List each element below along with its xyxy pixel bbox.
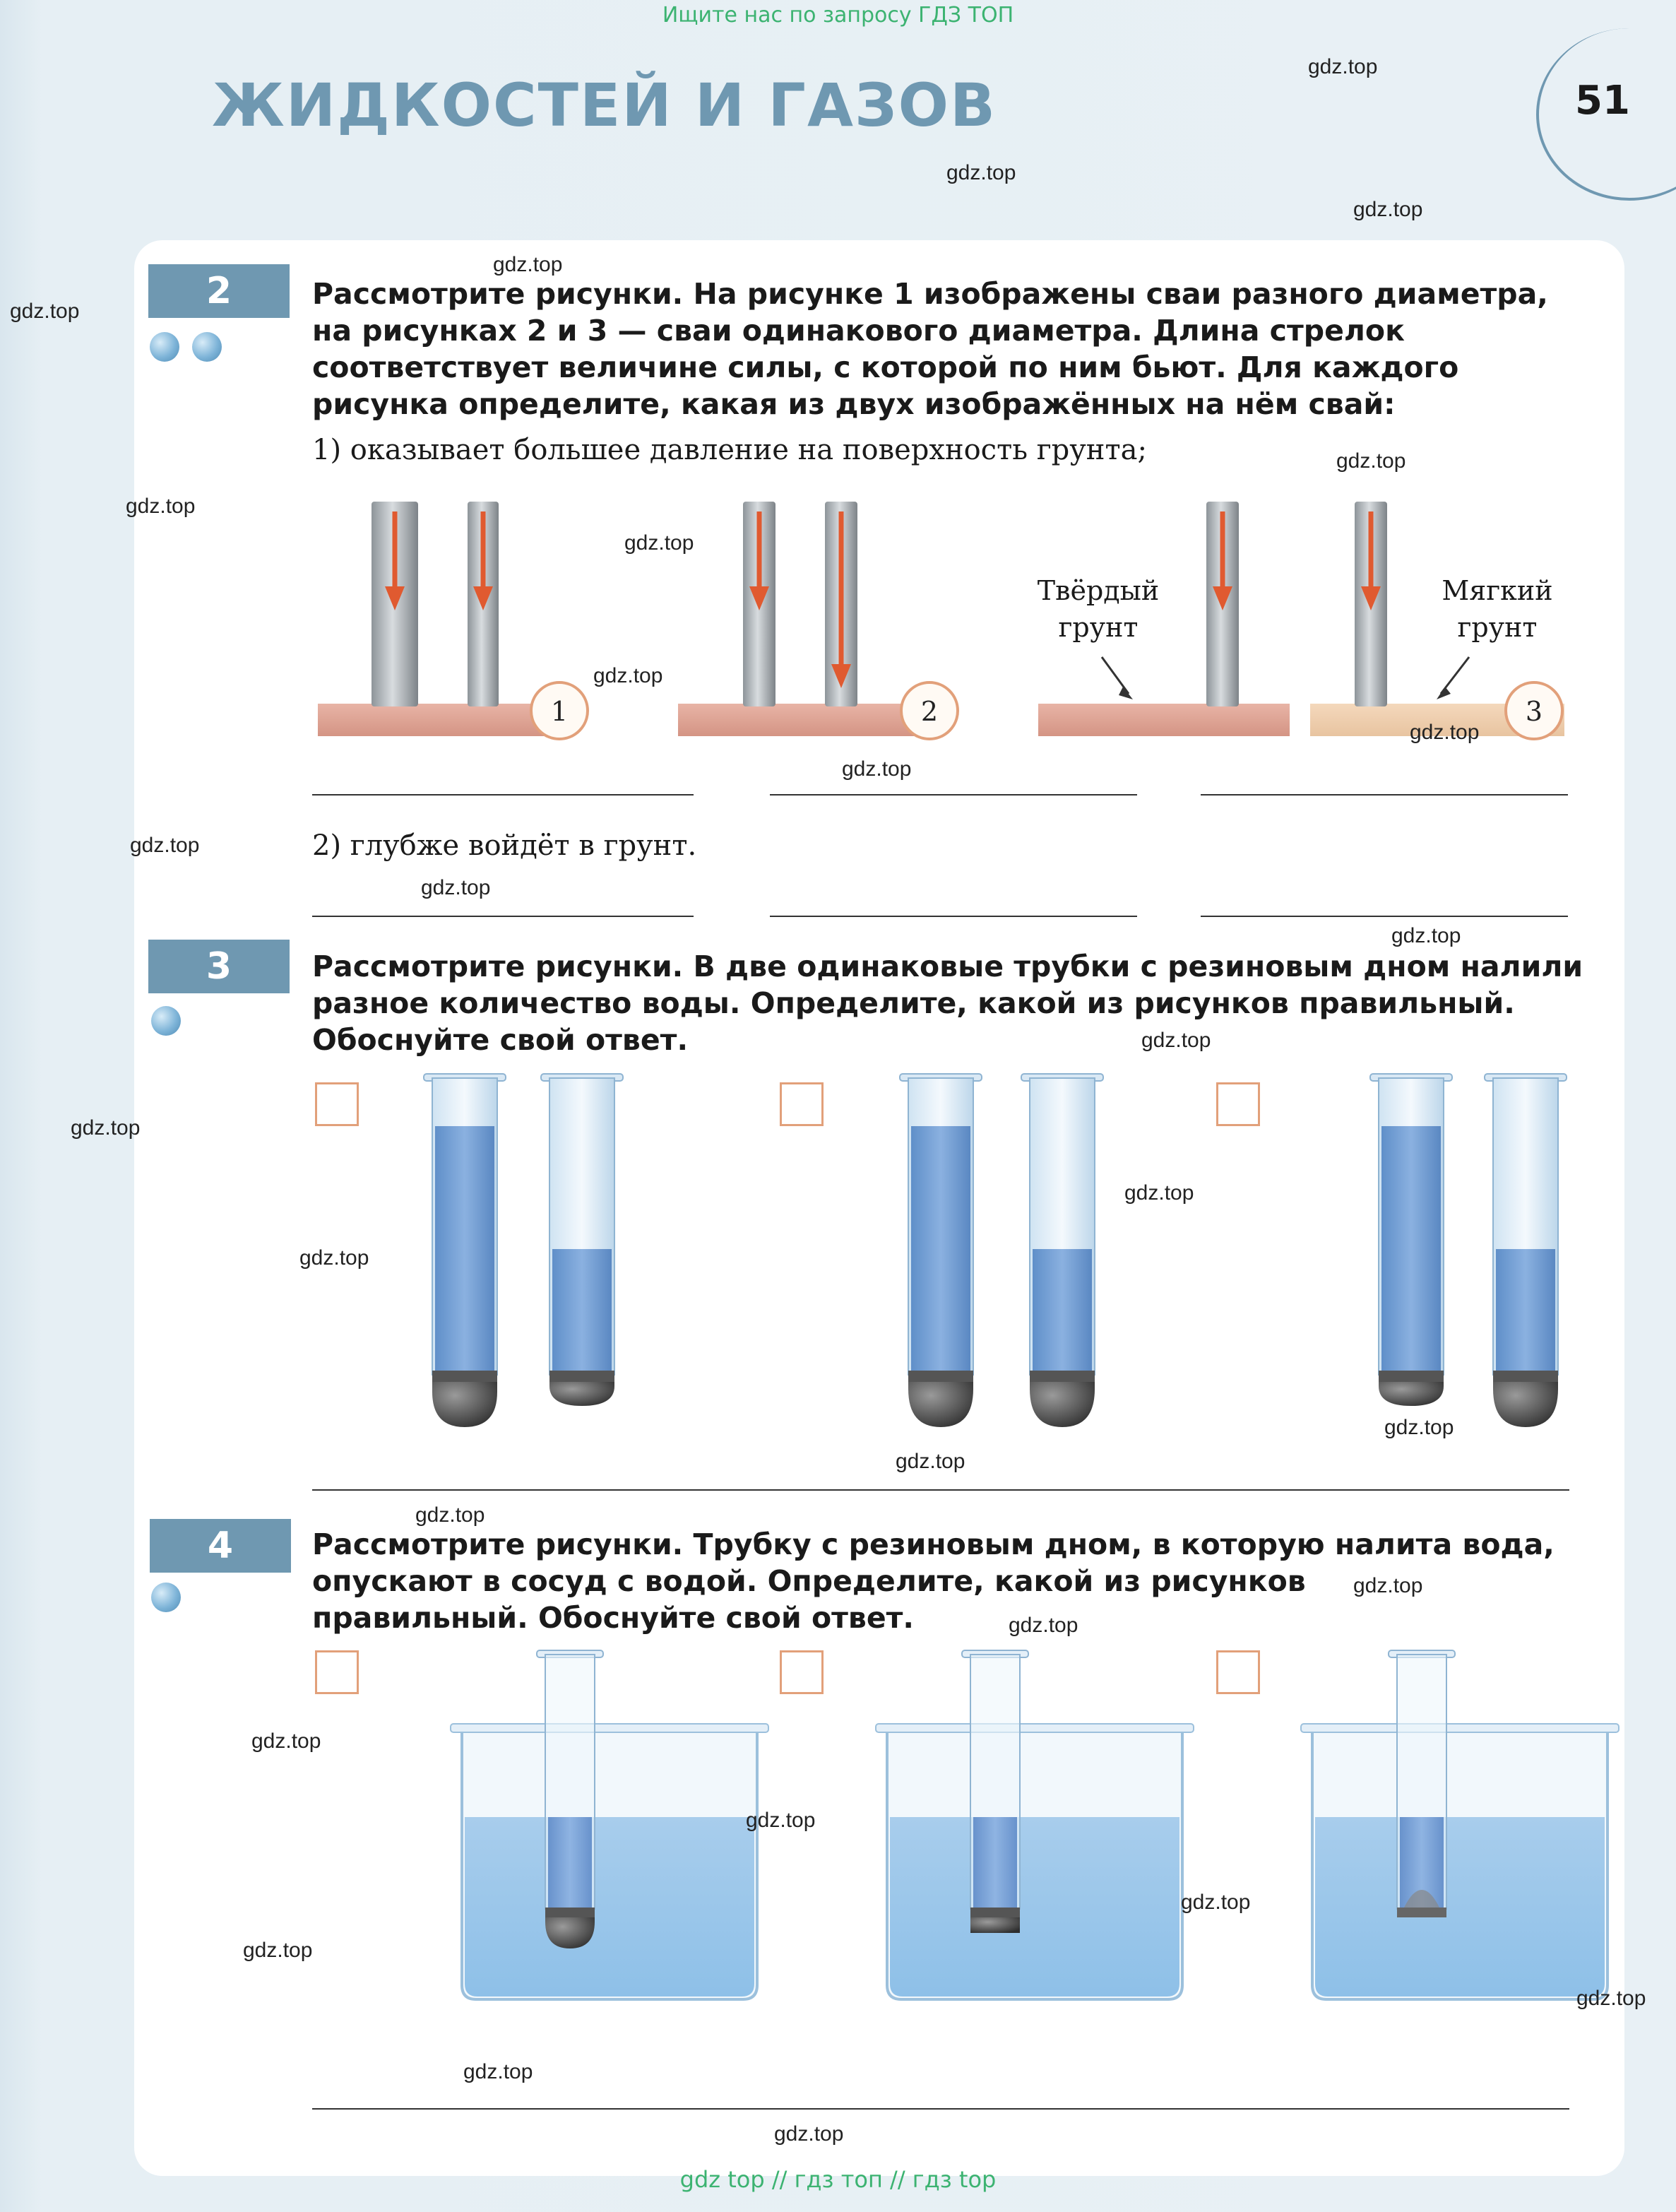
label-line: Твёрдый: [1037, 575, 1160, 606]
task-2-line: на рисунках 2 и 3 — сваи одинакового диаметра. Длина стрелок: [312, 314, 1405, 348]
task-3-line: Рассмотрите рисунки. В две одинаковые трубки с резиновым дном налили: [312, 950, 1583, 983]
figure-number: 3: [1525, 696, 1543, 727]
page-number: 51: [1575, 78, 1630, 124]
watermark: gdz.top: [1308, 55, 1378, 78]
task-2-question-1: 1) оказывает большее давление на поверхность грунта;: [312, 434, 1147, 466]
task-2-line: рисунка определите, какая из двух изображённых на нём свай:: [312, 387, 1396, 421]
watermark: gdz.top: [1353, 1574, 1423, 1597]
task-2-number: 2: [148, 264, 290, 318]
watermark: gdz.top: [624, 531, 694, 555]
watermark: gdz.top: [71, 1116, 141, 1140]
chapter-title: ЖИДКОСТЕЙ И ГАЗОВ: [212, 71, 997, 140]
watermark: gdz.top: [1384, 1416, 1454, 1439]
answer-line[interactable]: [312, 2108, 1569, 2110]
watermark: gdz.top: [421, 876, 491, 899]
watermark: gdz.top: [842, 757, 912, 781]
watermark: gdz.top: [746, 1809, 816, 1832]
watermark: gdz.top: [1336, 449, 1406, 473]
watermark: gdz.top: [1141, 1029, 1211, 1052]
task-3-line: разное количество воды. Определите, какой из рисунков правильный.: [312, 986, 1515, 1020]
label-line: грунт: [1457, 612, 1538, 643]
watermark: gdz.top: [243, 1939, 313, 1962]
watermark: gdz.top: [593, 664, 663, 687]
task-4-number: 4: [150, 1519, 291, 1573]
watermark: gdz.top: [126, 495, 196, 518]
watermark: gdz.top: [415, 1503, 485, 1527]
beaker-3: [1301, 1650, 1619, 1999]
top-banner[interactable]: Ищите нас по запросу ГДЗ ТОП: [662, 3, 1014, 28]
watermark: gdz.top: [1009, 1614, 1078, 1637]
label-line: грунт: [1058, 612, 1139, 643]
task-2-line: Рассмотрите рисунки. На рисунке 1 изображены сваи разного диаметра,: [312, 277, 1548, 311]
figure-number: 2: [920, 696, 939, 727]
watermark: gdz.top: [1124, 1181, 1194, 1205]
task-3-number: 3: [148, 940, 290, 993]
watermark: gdz.top: [493, 253, 563, 276]
watermark: gdz.top: [774, 2122, 844, 2146]
watermark: gdz.top: [299, 1246, 369, 1270]
watermark: gdz.top: [1410, 721, 1480, 744]
watermark: gdz.top: [1391, 924, 1461, 947]
task-3-line: Обоснуйте свой ответ.: [312, 1023, 689, 1057]
beaker-2: [876, 1650, 1194, 1999]
watermark: gdz.top: [1576, 1987, 1646, 2010]
beaker-1: [451, 1650, 768, 1999]
task-4-line: правильный. Обоснуйте свой ответ.: [312, 1601, 914, 1635]
watermark: gdz.top: [1181, 1891, 1251, 1914]
watermark: gdz.top: [896, 1450, 965, 1473]
task-4-line: опускают в сосуд с водой. Определите, какой из рисунков: [312, 1564, 1306, 1598]
label-line: Мягкий: [1442, 575, 1553, 606]
watermark: gdz.top: [463, 2060, 533, 2083]
task-2-line: соответствует величине силы, с которой по ним бьют. Для каждого: [312, 350, 1459, 384]
figure-number: 1: [550, 696, 569, 727]
watermark: gdz.top: [1353, 198, 1423, 221]
watermark: gdz.top: [130, 834, 200, 857]
task-2-question-2: 2) глубже войдёт в грунт.: [312, 829, 697, 862]
watermark: gdz.top: [251, 1729, 321, 1753]
watermark: gdz.top: [10, 300, 80, 323]
watermark: gdz.top: [946, 161, 1016, 184]
footer-links[interactable]: gdz top // гдз топ // гдз top: [679, 2166, 997, 2193]
task-4-line: Рассмотрите рисунки. Трубку с резиновым дном, в которую налита вода,: [312, 1527, 1555, 1561]
